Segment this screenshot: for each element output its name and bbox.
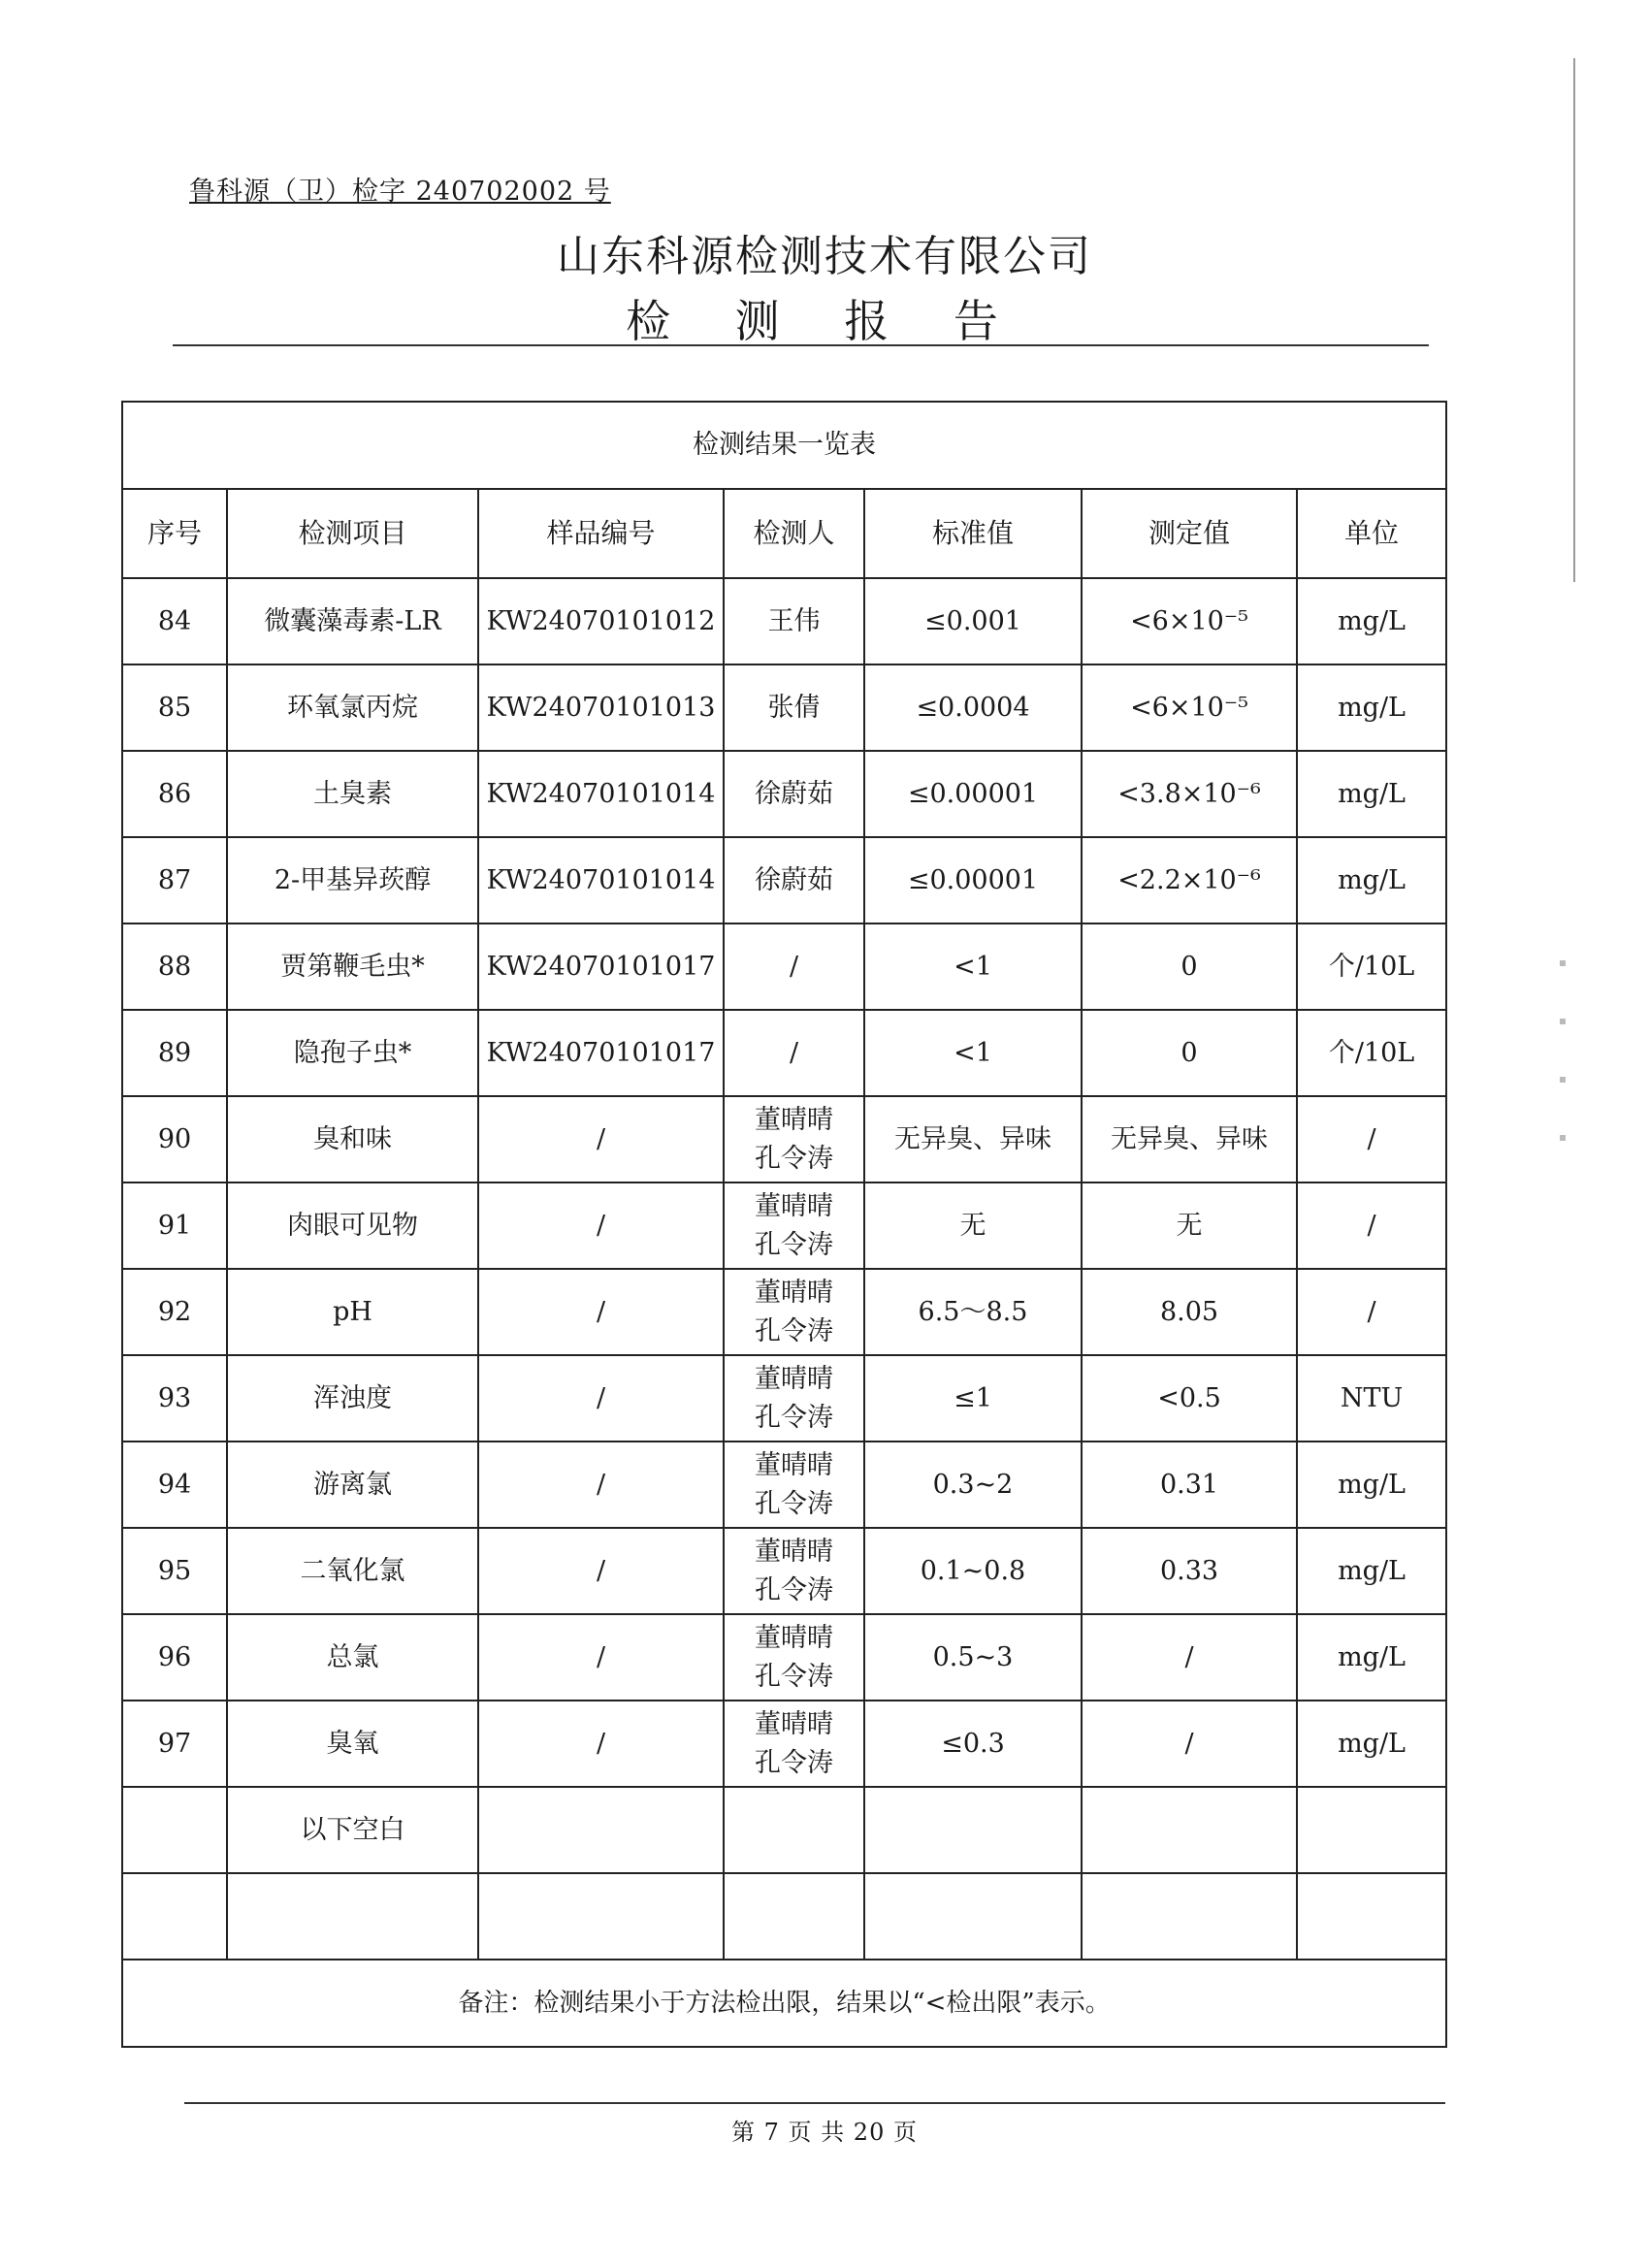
cell-sample xyxy=(478,1787,724,1873)
cell-unit: 个/10L xyxy=(1297,923,1446,1010)
cell-sample xyxy=(478,1873,724,1960)
cell-sample: / xyxy=(478,1183,724,1269)
cell-tester xyxy=(724,1614,864,1701)
cell-no: 90 xyxy=(122,1096,227,1183)
table-row xyxy=(122,1873,1446,1960)
cell-sample: / xyxy=(478,1701,724,1787)
cell-item: 肉眼可见物 xyxy=(227,1183,478,1269)
tester-name: 徐蔚茹 xyxy=(755,864,833,895)
cell-measured: 0.33 xyxy=(1082,1528,1297,1614)
cell-tester xyxy=(724,1355,864,1442)
cell-measured: 0 xyxy=(1082,1010,1297,1096)
cell-measured: 无异臭、异味 xyxy=(1082,1096,1297,1183)
cell-standard: 0.5~3 xyxy=(864,1614,1082,1701)
cell-no: 93 xyxy=(122,1355,227,1442)
cell-tester xyxy=(724,1787,864,1873)
cell-sample: / xyxy=(478,1442,724,1528)
cell-standard: 0.1~0.8 xyxy=(864,1528,1082,1614)
tester-name: 董晴晴 xyxy=(755,1708,833,1739)
cell-sample: / xyxy=(478,1528,724,1614)
table-row xyxy=(122,1355,1446,1442)
table-row xyxy=(122,1183,1446,1269)
table-caption: 检测结果一览表 xyxy=(122,402,1446,489)
cell-item: 土臭素 xyxy=(227,751,478,837)
cell-item: 环氧氯丙烷 xyxy=(227,664,478,751)
cell-no: 86 xyxy=(122,751,227,837)
cell-item: 总氯 xyxy=(227,1614,478,1701)
cell-measured: <0.5 xyxy=(1082,1355,1297,1442)
cell-item: 浑浊度 xyxy=(227,1355,478,1442)
table-row xyxy=(122,837,1446,923)
column-header-tester: 检测人 xyxy=(724,489,864,578)
tester-name: 孔令涛 xyxy=(755,1661,833,1692)
header-divider xyxy=(173,344,1429,346)
cell-measured: <6×10⁻⁵ xyxy=(1082,664,1297,751)
cell-standard: 6.5～8.5 xyxy=(864,1269,1082,1355)
cell-item: 以下空白 xyxy=(227,1787,478,1873)
table-row xyxy=(122,1787,1446,1873)
cell-unit: mg/L xyxy=(1297,837,1446,923)
cell-measured: 0 xyxy=(1082,923,1297,1010)
cell-sample: / xyxy=(478,1096,724,1183)
cell-measured xyxy=(1082,1873,1297,1960)
cell-standard: ≤0.00001 xyxy=(864,751,1082,837)
tester-name: 董晴晴 xyxy=(755,1622,833,1653)
tester-name: 孔令涛 xyxy=(755,1315,833,1346)
table-row xyxy=(122,751,1446,837)
cell-item: 臭氧 xyxy=(227,1701,478,1787)
tester-name: 张倩 xyxy=(767,692,821,723)
cell-tester xyxy=(724,1010,864,1096)
cell-standard: <1 xyxy=(864,923,1082,1010)
cell-standard xyxy=(864,1873,1082,1960)
cell-standard: 0.3~2 xyxy=(864,1442,1082,1528)
cell-unit: 个/10L xyxy=(1297,1010,1446,1096)
tester-name: 董晴晴 xyxy=(755,1277,833,1308)
tester-name: / xyxy=(789,951,799,982)
table-note: 备注：检测结果小于方法检出限，结果以“<检出限”表示。 xyxy=(122,1960,1446,2047)
cell-standard: 无异臭、异味 xyxy=(864,1096,1082,1183)
tester-name: 孔令涛 xyxy=(755,1488,833,1519)
cell-item: 臭和味 xyxy=(227,1096,478,1183)
cell-measured: <6×10⁻⁵ xyxy=(1082,578,1297,664)
tester-name: 孔令涛 xyxy=(755,1747,833,1778)
tester-name: / xyxy=(789,1037,799,1068)
cell-tester xyxy=(724,1183,864,1269)
cell-measured xyxy=(1082,1787,1297,1873)
cell-no: 89 xyxy=(122,1010,227,1096)
table-row xyxy=(122,1614,1446,1701)
tester-name: 孔令涛 xyxy=(755,1402,833,1433)
cell-unit: mg/L xyxy=(1297,1528,1446,1614)
document-title: 检 测 报 告 xyxy=(626,295,1023,347)
cell-no: 95 xyxy=(122,1528,227,1614)
tester-name: 徐蔚茹 xyxy=(755,778,833,809)
cell-unit: mg/L xyxy=(1297,664,1446,751)
company-name: 山东科源检测技术有限公司 xyxy=(557,232,1092,281)
cell-tester xyxy=(724,923,864,1010)
scan-edge-artifact xyxy=(1573,58,1575,582)
tester-name: 董晴晴 xyxy=(755,1363,833,1394)
cell-unit: / xyxy=(1297,1269,1446,1355)
cell-sample: / xyxy=(478,1355,724,1442)
cell-no: 85 xyxy=(122,664,227,751)
cell-standard: 无 xyxy=(864,1183,1082,1269)
cell-sample: KW24070101017 xyxy=(478,1010,724,1096)
cell-tester xyxy=(724,1528,864,1614)
cell-unit: mg/L xyxy=(1297,751,1446,837)
cell-no: 92 xyxy=(122,1269,227,1355)
cell-tester xyxy=(724,1873,864,1960)
cell-sample: KW24070101017 xyxy=(478,923,724,1010)
cell-unit xyxy=(1297,1873,1446,1960)
scan-dot-artifact xyxy=(1560,960,1566,1193)
table-note-row xyxy=(122,1960,1446,2047)
cell-no: 91 xyxy=(122,1183,227,1269)
footer-divider xyxy=(184,2102,1445,2104)
cell-tester xyxy=(724,578,864,664)
tester-name: 董晴晴 xyxy=(755,1536,833,1567)
cell-standard: ≤0.001 xyxy=(864,578,1082,664)
cell-no: 97 xyxy=(122,1701,227,1787)
cell-standard: ≤0.00001 xyxy=(864,837,1082,923)
cell-tester xyxy=(724,751,864,837)
cell-measured: 8.05 xyxy=(1082,1269,1297,1355)
cell-standard xyxy=(864,1787,1082,1873)
tester-name: 孔令涛 xyxy=(755,1143,833,1174)
cell-item: 二氧化氯 xyxy=(227,1528,478,1614)
table-row xyxy=(122,1269,1446,1355)
cell-standard: ≤0.3 xyxy=(864,1701,1082,1787)
column-header-unit: 单位 xyxy=(1297,489,1446,578)
cell-sample: / xyxy=(478,1614,724,1701)
table-caption-row xyxy=(122,402,1446,489)
cell-item: 游离氯 xyxy=(227,1442,478,1528)
cell-tester xyxy=(724,1701,864,1787)
table-row xyxy=(122,664,1446,751)
cell-tester xyxy=(724,664,864,751)
cell-tester xyxy=(724,837,864,923)
column-header-measured: 测定值 xyxy=(1082,489,1297,578)
cell-tester xyxy=(724,1096,864,1183)
cell-no xyxy=(122,1873,227,1960)
cell-measured: / xyxy=(1082,1701,1297,1787)
cell-no: 96 xyxy=(122,1614,227,1701)
table-row xyxy=(122,1528,1446,1614)
column-header-sample: 样品编号 xyxy=(478,489,724,578)
tester-name: 董晴晴 xyxy=(755,1190,833,1221)
column-header-no: 序号 xyxy=(122,489,227,578)
cell-tester xyxy=(724,1442,864,1528)
cell-item: 隐孢子虫* xyxy=(227,1010,478,1096)
cell-unit: / xyxy=(1297,1183,1446,1269)
cell-unit: mg/L xyxy=(1297,1701,1446,1787)
cell-tester xyxy=(724,1269,864,1355)
table-row xyxy=(122,1701,1446,1787)
tester-name: 孔令涛 xyxy=(755,1229,833,1260)
page-number: 第 7 页 共 20 页 xyxy=(731,2119,918,2146)
cell-measured: / xyxy=(1082,1614,1297,1701)
cell-sample: KW24070101014 xyxy=(478,751,724,837)
cell-unit xyxy=(1297,1787,1446,1873)
cell-measured: <2.2×10⁻⁶ xyxy=(1082,837,1297,923)
column-header-standard: 标准值 xyxy=(864,489,1082,578)
cell-sample: KW24070101013 xyxy=(478,664,724,751)
cell-sample: KW24070101012 xyxy=(478,578,724,664)
column-header-item: 检测项目 xyxy=(227,489,478,578)
cell-item: 2-甲基异莰醇 xyxy=(227,837,478,923)
cell-measured: 0.31 xyxy=(1082,1442,1297,1528)
table-row xyxy=(122,578,1446,664)
cell-standard: <1 xyxy=(864,1010,1082,1096)
cell-measured: <3.8×10⁻⁶ xyxy=(1082,751,1297,837)
cell-no xyxy=(122,1787,227,1873)
cell-unit: NTU xyxy=(1297,1355,1446,1442)
cell-item xyxy=(227,1873,478,1960)
table-row xyxy=(122,923,1446,1010)
cell-unit: / xyxy=(1297,1096,1446,1183)
cell-item: pH xyxy=(227,1269,478,1355)
cell-sample: / xyxy=(478,1269,724,1355)
tester-name: 董晴晴 xyxy=(755,1449,833,1480)
tester-name: 董晴晴 xyxy=(755,1104,833,1135)
cell-no: 87 xyxy=(122,837,227,923)
cell-item: 贾第鞭毛虫* xyxy=(227,923,478,1010)
cell-no: 88 xyxy=(122,923,227,1010)
cell-unit: mg/L xyxy=(1297,578,1446,664)
table-row xyxy=(122,1442,1446,1528)
report-number: 鲁科源（卫）检字 240702002 号 xyxy=(189,177,611,207)
cell-sample: KW24070101014 xyxy=(478,837,724,923)
cell-no: 84 xyxy=(122,578,227,664)
cell-unit: mg/L xyxy=(1297,1614,1446,1701)
results-table xyxy=(121,401,1447,2048)
table-row xyxy=(122,1010,1446,1096)
cell-measured: 无 xyxy=(1082,1183,1297,1269)
cell-unit: mg/L xyxy=(1297,1442,1446,1528)
cell-standard: ≤0.0004 xyxy=(864,664,1082,751)
tester-name: 王伟 xyxy=(767,605,821,636)
cell-item: 微囊藻毒素-LR xyxy=(227,578,478,664)
table-row xyxy=(122,1096,1446,1183)
tester-name: 孔令涛 xyxy=(755,1574,833,1605)
cell-standard: ≤1 xyxy=(864,1355,1082,1442)
table-header-row xyxy=(122,489,1446,578)
cell-no: 94 xyxy=(122,1442,227,1528)
